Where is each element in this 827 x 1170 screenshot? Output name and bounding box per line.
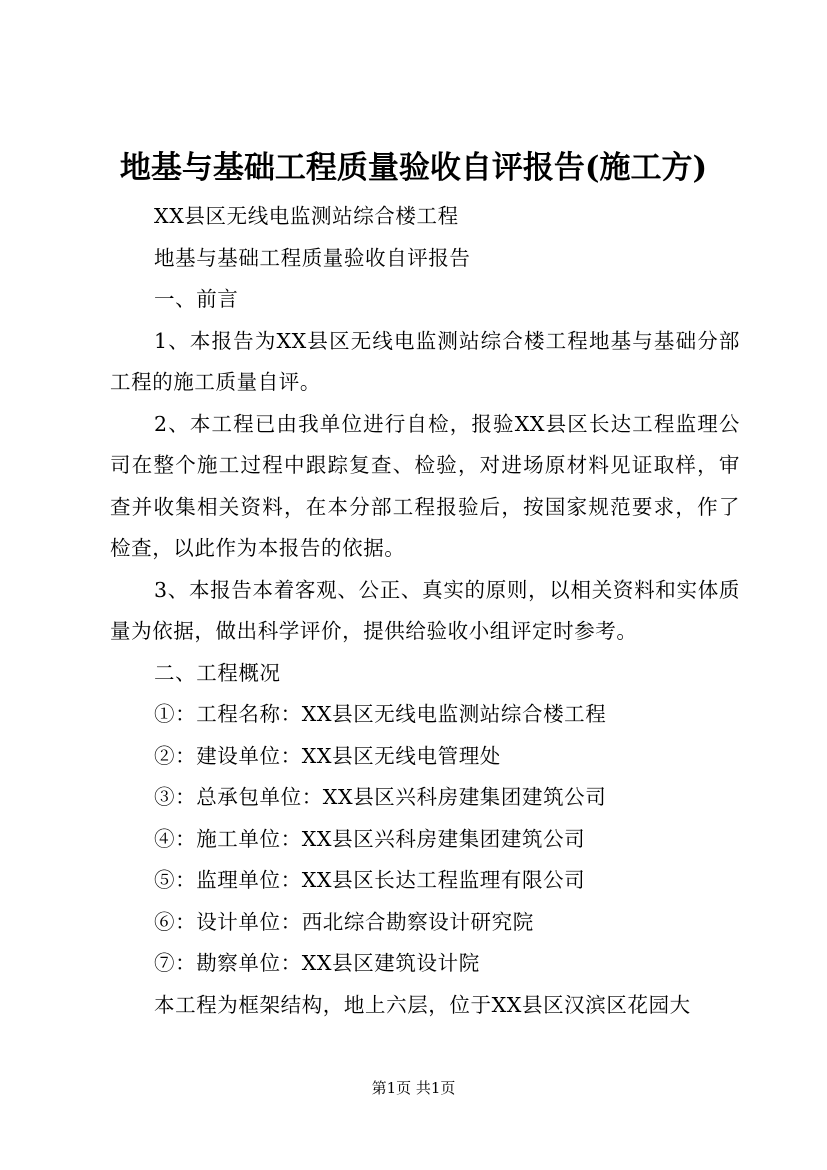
page-footer: 第1页 共1页 [371, 1079, 456, 1097]
section-heading-preface: 一、前言 [154, 287, 239, 311]
document-title: 地基与基础工程质量验收自评报告(施工方) [119, 150, 708, 186]
section-heading-overview: 二、工程概况 [154, 660, 281, 685]
paragraph-item-3: 3、本报告本着客观、公正、真实的原则，以相关资料和实体质量为依据，做出科学评价，提供给验收小组评定时参考。 [110, 577, 740, 643]
paragraph-structure: 本工程为框架结构，地上六层，位于XX县区汉滨区花园大 [154, 992, 691, 1017]
project-name-line: XX县区无线电监测站综合楼工程 [154, 204, 459, 228]
overview-general-contractor: ③：总承包单位：XX县区兴科房建集团建筑公司 [154, 785, 607, 809]
paragraph-item-2: 2、本工程已由我单位进行自检，报验XX县区长达工程监理公司在整个施工过程中跟踪复查、检验，对进场原材料见证取样，审查并收集相关资料，在本分部工程报验后，按国家规范要求，作了检查，以此作为本报告的依据。 [110, 411, 740, 560]
overview-design-unit: ⑥：设计单位：西北综合勘察设计研究院 [154, 909, 534, 934]
overview-owner: ②：建设单位：XX县区无线电管理处 [154, 743, 501, 768]
overview-construction-unit: ④：施工单位：XX县区兴科房建集团建筑公司 [154, 826, 586, 851]
overview-project-name: ①：工程名称：XX县区无线电监测站综合楼工程 [154, 702, 607, 726]
document-body [110, 196, 740, 1026]
paragraph-item-1: 1、本报告为XX县区无线电监测站综合楼工程地基与基础分部工程的施工质量自评。 [110, 328, 740, 394]
overview-survey-unit: ⑦：勘察单位：XX县区建筑设计院 [154, 951, 480, 975]
overview-supervision-unit: ⑤：监理单位：XX县区长达工程监理有限公司 [154, 868, 586, 892]
report-name-line: 地基与基础工程质量验收自评报告 [154, 245, 471, 270]
